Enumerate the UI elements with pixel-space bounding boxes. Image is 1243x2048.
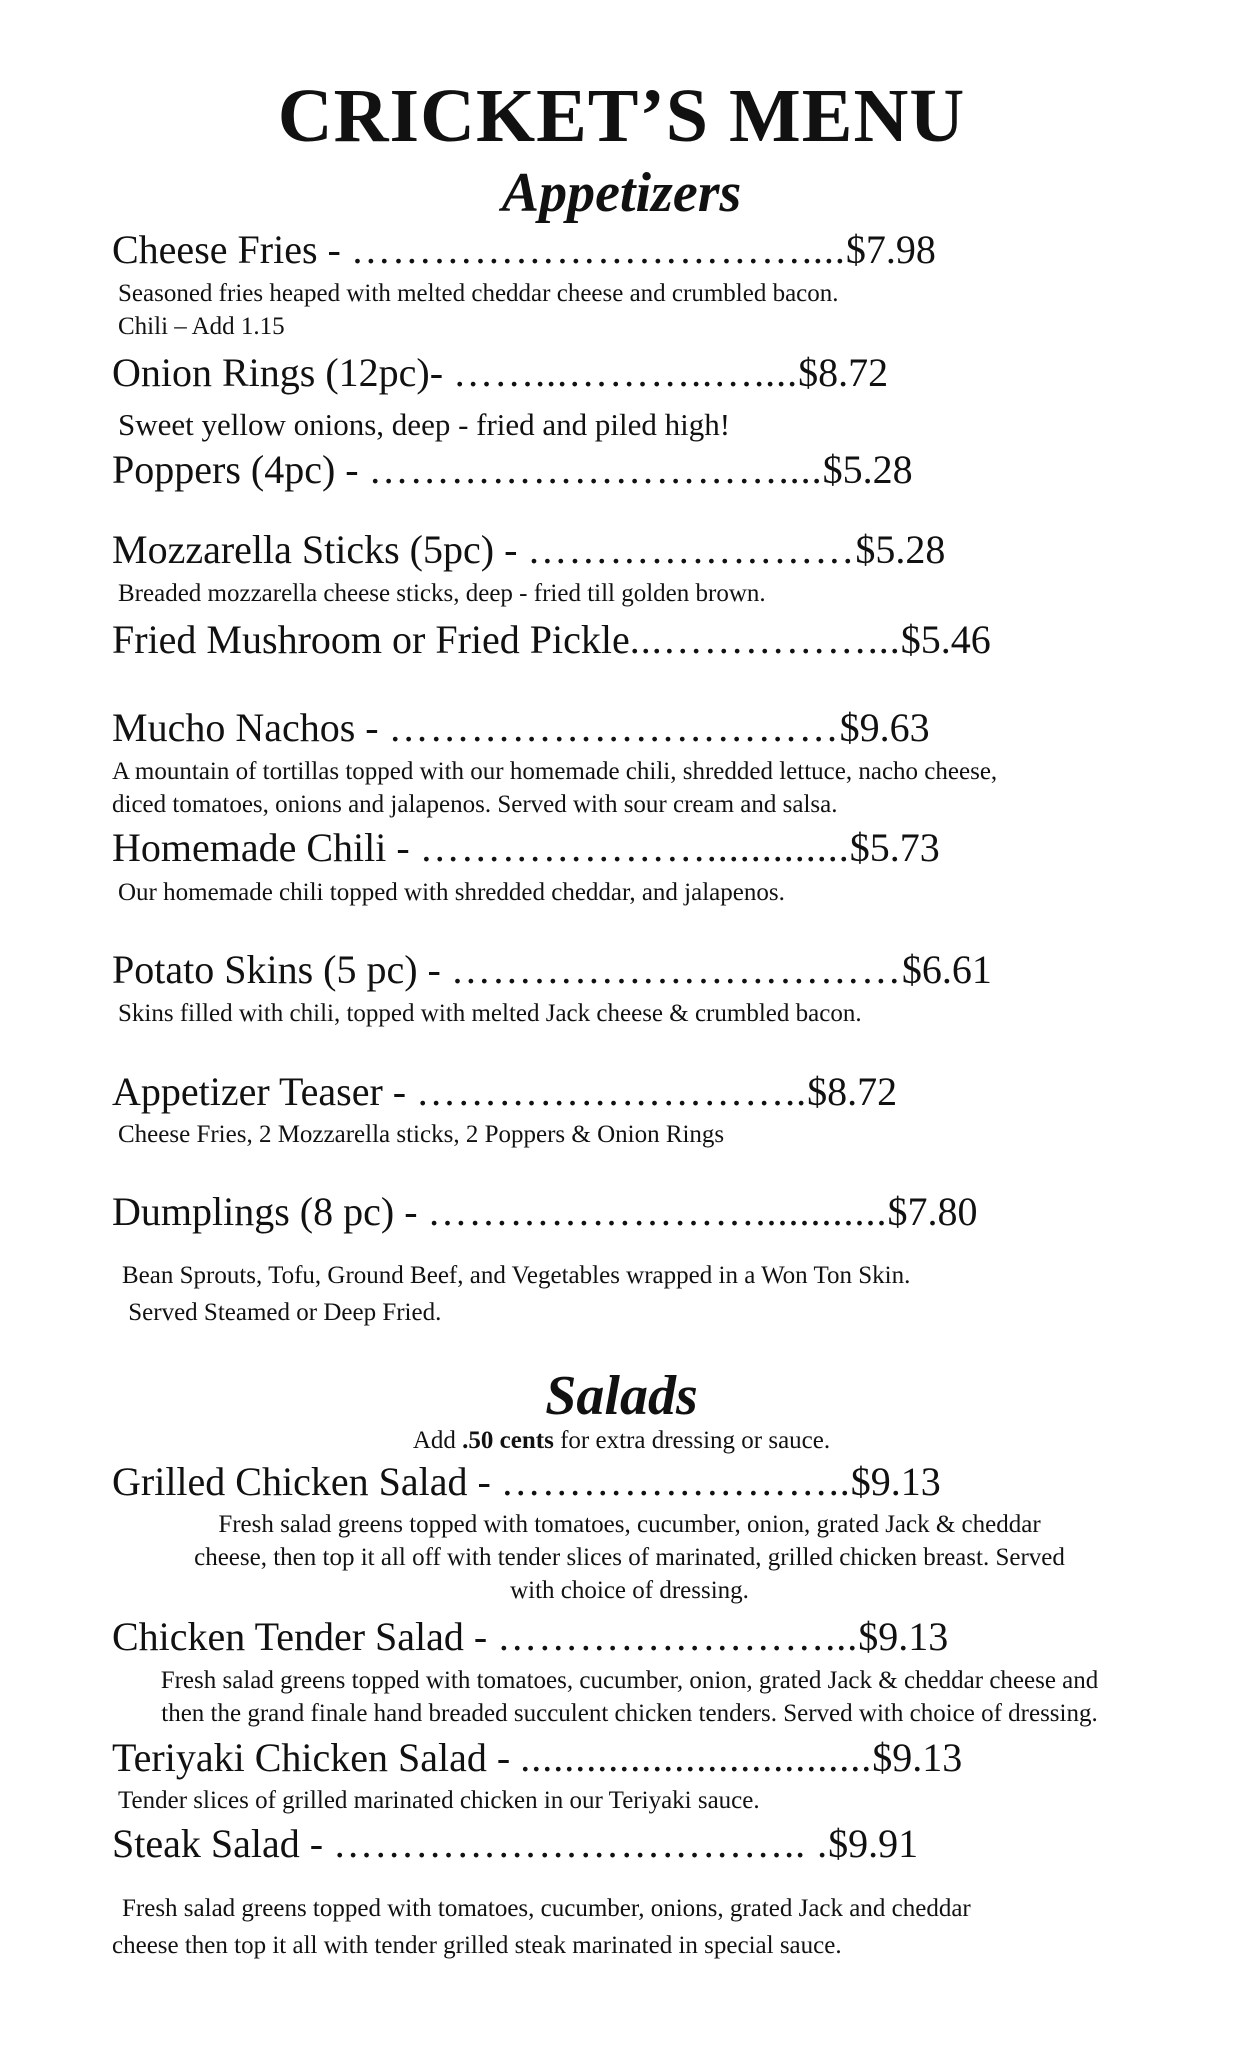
salads-note [0,1428,1243,1453]
item-name: Mucho Nachos - [112,705,379,750]
description-line: Cheese Fries, 2 Mozzarella sticks, 2 Poppers & Onion Rings [118,1121,725,1148]
item-name: Cheese Fries - [112,227,341,272]
leader-dots: …………………….. [500,1459,851,1504]
item-description [118,997,862,1030]
item-name: Grilled Chicken Salad - [112,1459,491,1504]
leader-dots: …………………………….... [350,227,846,272]
description-line: Served Steamed or Deep Fried. [122,1299,442,1326]
menu-item [112,617,991,662]
description-line: Chili – Add 1.15 [118,313,285,340]
item-name: Appetizer Teaser - [112,1069,407,1114]
item-price: $5.28 [822,447,913,492]
menu-item [112,227,936,272]
item-price: $8.72 [807,1069,898,1114]
leader-dots: …………………………… [450,947,902,992]
item-description [122,1257,910,1331]
item-description [112,1508,1147,1607]
item-description [112,1664,1147,1730]
item-price: $9.13 [858,1614,949,1659]
description-line: diced tomatoes, onions and jalapenos. Served with sour cream and salsa. [112,791,838,818]
description-line: Seasoned fries heaped with melted cheddar cheese and crumbled bacon. [118,280,839,307]
item-name: Onion Rings (12pc)- [112,350,444,395]
item-name: Teriyaki Chicken Salad - [112,1735,511,1780]
description-line: Fresh salad greens topped with tomatoes, cucumber, onions, grated Jack and cheddar [122,1895,971,1922]
section-heading-appetizers: Appetizers [501,162,742,224]
item-price: $8.72 [798,350,889,395]
item-description [112,1890,1162,1964]
description-line: cheese, then top it all off with tender slices of marinated, grilled chicken breast. Served [194,1544,1065,1571]
leader-dots: …………………………….. . [333,1821,829,1866]
item-description [112,755,997,821]
leader-dots: …………………............. [419,825,850,870]
item-price: $7.80 [887,1189,978,1234]
leader-dots: ……………………... [497,1614,859,1659]
menu-item [112,447,913,492]
menu-item [112,947,992,992]
leader-dots: ................................ [520,1735,873,1780]
description-line: A mountain of tortillas topped with our homemade chili, shredded lettuce, nacho cheese, [112,758,998,785]
leader-dots: ………………………….... [368,447,823,492]
description-line: then the grand finale hand breaded succulent chicken tenders. Served with choice of dressing. [161,1700,1098,1727]
leader-dots: ……………………............ [427,1189,888,1234]
description-line: cheese then top it all with tender grilled steak marinated in special sauce. [112,1932,842,1959]
item-description [118,407,730,443]
leader-dots: ……...………..….... [453,350,799,395]
item-name: Mozzarella Sticks (5pc) - [112,527,518,572]
description-line: Fresh salad greens topped with tomatoes, cucumber, onion, grated Jack & cheddar [218,1511,1041,1538]
menu-item [112,1614,949,1659]
description-line: Fresh salad greens topped with tomatoes, cucumber, onion, grated Jack & cheddar cheese and [160,1667,1099,1694]
description-line: Our homemade chili topped with shredded cheddar, and jalapenos. [118,879,785,906]
item-description [118,1784,760,1817]
item-description [118,876,785,909]
note-emphasis: .50 cents [462,1427,554,1454]
item-name: Homemade Chili - [112,825,410,870]
menu-item [112,1821,919,1866]
item-price: $5.73 [849,825,940,870]
section-heading-salads: Salads [545,1365,698,1427]
item-description [118,1118,724,1151]
item-price: $9.63 [839,705,930,750]
description-line: Bean Sprouts, Tofu, Ground Beef, and Vegetables wrapped in a Won Ton Skin. [122,1262,911,1289]
description-line: Skins filled with chili, topped with melted Jack cheese & crumbled bacon. [118,1000,862,1027]
note-text: Add [412,1427,463,1454]
item-price: $9.91 [828,1821,919,1866]
menu-item [112,350,889,395]
item-price: $6.61 [901,947,992,992]
item-price: $7.98 [845,227,936,272]
item-name: Potato Skins (5 pc) - [112,947,441,992]
description-line: Tender slices of grilled marinated chicken in our Teriyaki sauce. [118,1787,760,1814]
item-name: Dumplings (8 pc) - [112,1189,418,1234]
menu-item [112,1735,963,1780]
item-price: $9.13 [872,1735,963,1780]
item-price: $5.28 [855,527,946,572]
item-price: $5.46 [900,617,991,662]
menu-item [112,527,946,572]
leader-dots: …………………………… [388,705,840,750]
menu-item [112,705,930,750]
leader-dots: …………………… [527,527,856,572]
menu-item [112,1459,941,1504]
note-text: for extra dressing or sauce. [553,1427,831,1454]
menu-item [112,1069,898,1114]
item-name: Steak Salad - [112,1821,324,1866]
item-description [118,277,839,343]
item-name: Poppers (4pc) - [112,447,359,492]
menu-title: CRICKET’S MENU [277,74,966,158]
item-description [118,577,766,610]
description-line: with choice of dressing. [510,1577,749,1604]
item-price: $9.13 [850,1459,941,1504]
item-name: Fried Mushroom or Fried Pickle [112,617,630,662]
leader-dots: ……………………….. [416,1069,808,1114]
description-line: Sweet yellow onions, deep - fried and piled high! [118,407,731,442]
menu-item [112,825,940,870]
leader-dots: ...……………... [629,617,901,662]
item-name: Chicken Tender Salad - [112,1614,488,1659]
description-line: Breaded mozzarella cheese sticks, deep - fried till golden brown. [118,580,766,607]
menu-item [112,1189,978,1234]
